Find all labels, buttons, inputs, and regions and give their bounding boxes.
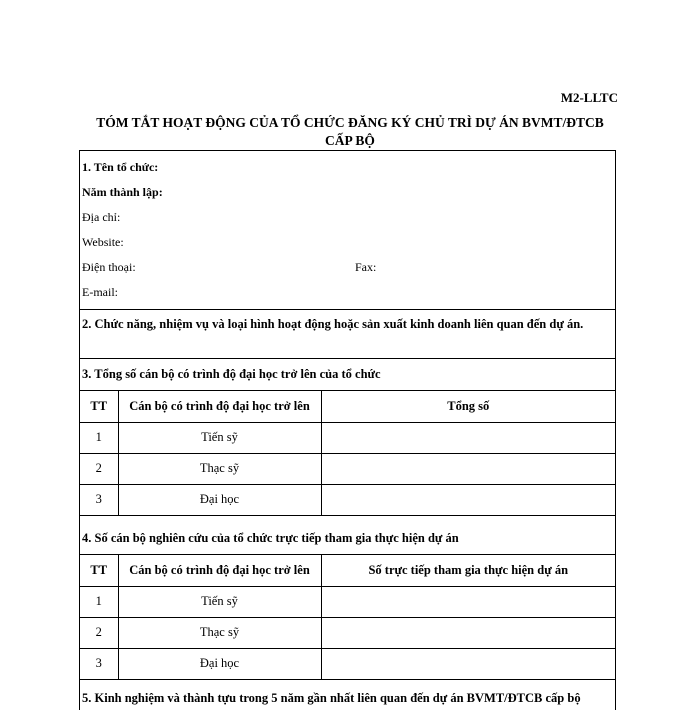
table-row: [80, 617, 615, 648]
section-5-heading: 5. Kinh nghiệm và thành tựu trong 5 năm gần nhất liên quan đến dự án BVMT/ĐTCB cấp bộ: [82, 691, 581, 705]
section-2-functions: 2. Chức năng, nhiệm vụ và loại hình hoạt động hoặc sản xuất kinh doanh liên quan đến dự án.: [80, 309, 615, 359]
participants-cell[interactable]: [321, 648, 615, 679]
row-number: 3: [80, 648, 118, 679]
degree-level: Thạc sỹ: [118, 453, 321, 484]
title-line-1: TÓM TẮT HOẠT ĐỘNG CỦA TỔ CHỨC ĐĂNG KÝ CHỦ TRÌ DỰ ÁN BVMT/ĐTCB: [96, 115, 604, 130]
row-number: 2: [80, 617, 118, 648]
form-code: M2-LLTC: [560, 90, 618, 105]
table-row: [80, 648, 615, 679]
column-header-level: Cán bộ có trình độ đại học trở lên: [118, 555, 321, 586]
participants-cell[interactable]: [321, 617, 615, 648]
degree-level: Tiến sỹ: [118, 422, 321, 453]
phone-label: Điện thoại:: [82, 260, 136, 274]
total-cell[interactable]: [321, 422, 615, 453]
degree-level: Thạc sỹ: [118, 617, 321, 648]
title-line-2: CẤP BỘ: [325, 133, 375, 148]
org-name-label: 1. Tên tổ chức:: [82, 160, 159, 174]
section-3-table: [80, 391, 615, 516]
row-number: 1: [80, 586, 118, 617]
section-4-table: [80, 555, 615, 680]
table-row: [80, 586, 615, 617]
column-header-total: Tổng số: [321, 391, 615, 422]
website-label: Website:: [82, 235, 124, 249]
address-label: Địa chỉ:: [82, 210, 121, 224]
fax-label: Fax:: [355, 260, 377, 274]
email-label: E-mail:: [82, 285, 118, 299]
column-header-tt: TT: [80, 391, 118, 422]
section-3-heading: 3. Tổng số cán bộ có trình độ đại học trở lên của tổ chức: [80, 359, 615, 391]
table-row: [80, 422, 615, 453]
section-4-heading: 4. Số cán bộ nghiên cứu của tổ chức trực tiếp tham gia thực hiện dự án: [80, 523, 615, 555]
total-cell[interactable]: [321, 484, 615, 515]
degree-level: Đại học: [118, 648, 321, 679]
total-cell[interactable]: [321, 453, 615, 484]
form-body: [79, 150, 616, 710]
founded-year-label: Năm thành lập:: [82, 185, 163, 199]
column-header-level: Cán bộ có trình độ đại học trở lên: [118, 391, 321, 422]
row-number: 1: [80, 422, 118, 453]
table-header-row: [80, 391, 615, 422]
degree-level: Tiến sỹ: [118, 586, 321, 617]
row-number: 3: [80, 484, 118, 515]
table-row: [80, 453, 615, 484]
table-row: [80, 484, 615, 515]
degree-level: Đại học: [118, 484, 321, 515]
participants-cell[interactable]: [321, 586, 615, 617]
column-header-participants: Số trực tiếp tham gia thực hiện dự án: [321, 555, 615, 586]
column-header-tt: TT: [80, 555, 118, 586]
section-1-organization-info: [80, 151, 615, 310]
row-number: 2: [80, 453, 118, 484]
table-header-row: [80, 555, 615, 586]
document-title: [80, 114, 620, 150]
